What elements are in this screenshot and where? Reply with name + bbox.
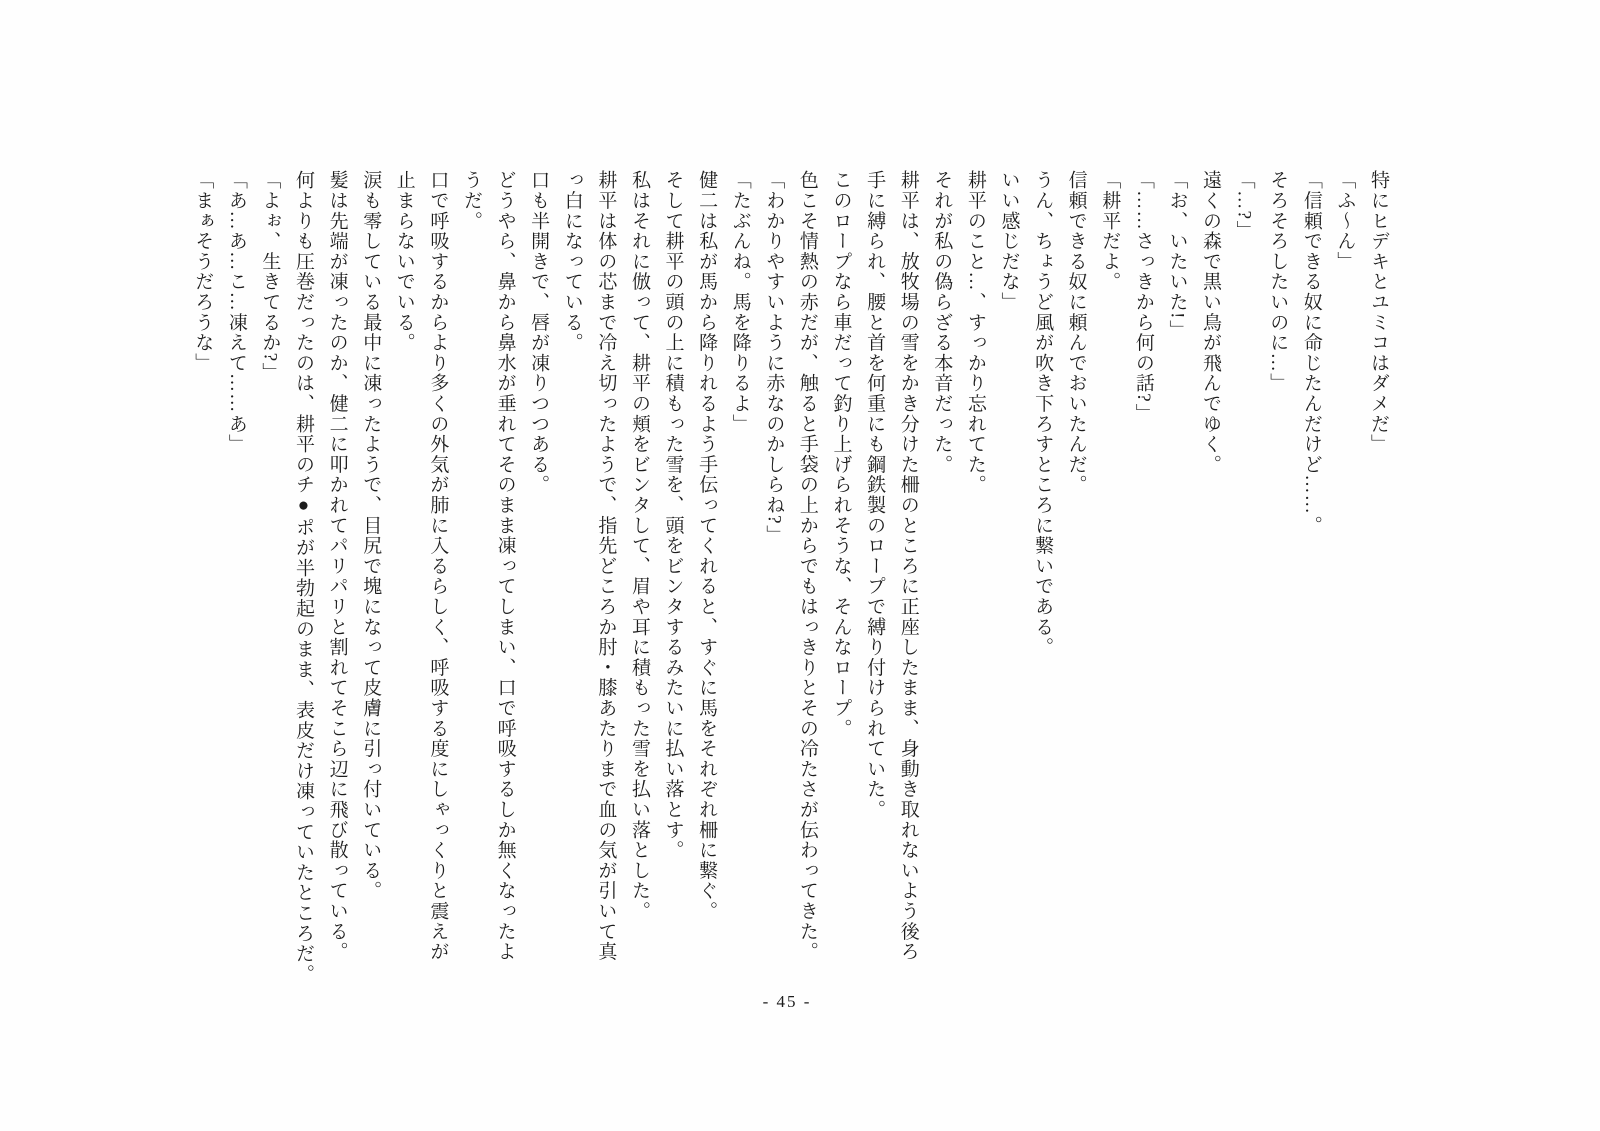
text-column: 髪は先端が凍ったのか、健二に叩かれてパリパリと割れてそこら辺に飛び散っている。 <box>326 170 348 962</box>
text-column: 「よぉ、生きてるか?」 <box>259 170 281 383</box>
text-column: 「たぶんね。馬を降りるよ」 <box>729 170 751 434</box>
text-column: いい感じだな」 <box>998 170 1020 313</box>
text-column: そろそろしたいのに…」 <box>1267 170 1289 394</box>
text-column: うん、ちょうど風が吹き下ろすところに繋いである。 <box>1032 170 1054 658</box>
text-column: このロープなら車だって釣り上げられそうな、そんなロープ。 <box>830 170 852 739</box>
text-column: 口も半開きで、唇が凍りつつある。 <box>528 170 550 495</box>
text-column: うだ。 <box>460 170 482 231</box>
text-column: 止まらないでいる。 <box>393 170 415 353</box>
text-column: っ白になっている。 <box>561 170 583 353</box>
text-column: 「耕平だよ。 <box>1099 170 1121 292</box>
text-column: 耕平のこと…、すっかり忘れてた。 <box>964 170 986 495</box>
text-column: 口で呼吸するからより多くの外気が肺に入るらしく、呼吸する度にしゃっくりと震えが <box>427 170 449 962</box>
page-number: - 45 - <box>762 992 812 1011</box>
text-column: どうやら、鼻から鼻水が垂れてそのまま凍ってしまい、口で呼吸するしか無くなったよ <box>494 170 516 962</box>
text-column: 「……さっきから何の話?」 <box>1132 170 1154 424</box>
text-column: そして耕平の頭の上に積もった雪を、頭をビンタするみたいに払い落とす。 <box>662 170 684 861</box>
text-column: 「まぁそうだろうな」 <box>192 170 214 373</box>
text-column: 耕平は、放牧場の雪をかき分けた柵のところに正座したまま、身動き取れないよう後ろ <box>897 170 919 962</box>
text-column: 健二は私が馬から降りれるよう手伝ってくれると、すぐに馬をそれぞれ柵に繋ぐ。 <box>696 170 718 922</box>
text-column: 「お、いたいた!」 <box>1166 170 1188 341</box>
text-column: 涙も零している最中に凍ったようで、目尻で塊になって皮膚に引っ付いている。 <box>360 170 382 901</box>
text-column: 信頼できる奴に頼んでおいたんだ。 <box>1065 170 1087 495</box>
text-column: 「…?」 <box>1233 170 1255 241</box>
text-column: 私はそれに倣って、耕平の頬をビンタして、眉や耳に積もった雪を払い落とした。 <box>628 170 650 922</box>
text-column: 色こそ情熱の赤だが、触ると手袋の上からでもはっきりとその冷たさが伝わってきた。 <box>796 170 818 962</box>
text-column: 特にヒデキとユミコはダメだ」 <box>1368 170 1389 455</box>
text-column: 遠くの森で黒い鳥が飛んでゆく。 <box>1200 170 1222 475</box>
text-column: 「ふ〜ん」 <box>1334 170 1356 272</box>
text-column: 「信頼できる奴に命じたんだけど……。 <box>1300 170 1322 536</box>
text-column: 「あ…あ…こ…凍えて……あ」 <box>225 170 247 455</box>
text-column: 何よりも圧巻だったのは、耕平のチ●ポが半勃起のまま、表皮だけ凍っていたところだ。 <box>293 170 314 984</box>
text-column: 耕平は体の芯まで冷え切ったようで、指先どころか肘・膝あたりまで血の気が引いて真 <box>595 170 617 962</box>
text-column: 「わかりやすいように赤なのかしらね?」 <box>763 170 785 546</box>
text-column: それが私の偽らざる本音だった。 <box>931 170 953 475</box>
text-column: 手に縛られ、腰と首を何重にも鋼鉄製のロープで縛り付けられていた。 <box>864 170 886 820</box>
vertical-text-block <box>186 170 1395 982</box>
